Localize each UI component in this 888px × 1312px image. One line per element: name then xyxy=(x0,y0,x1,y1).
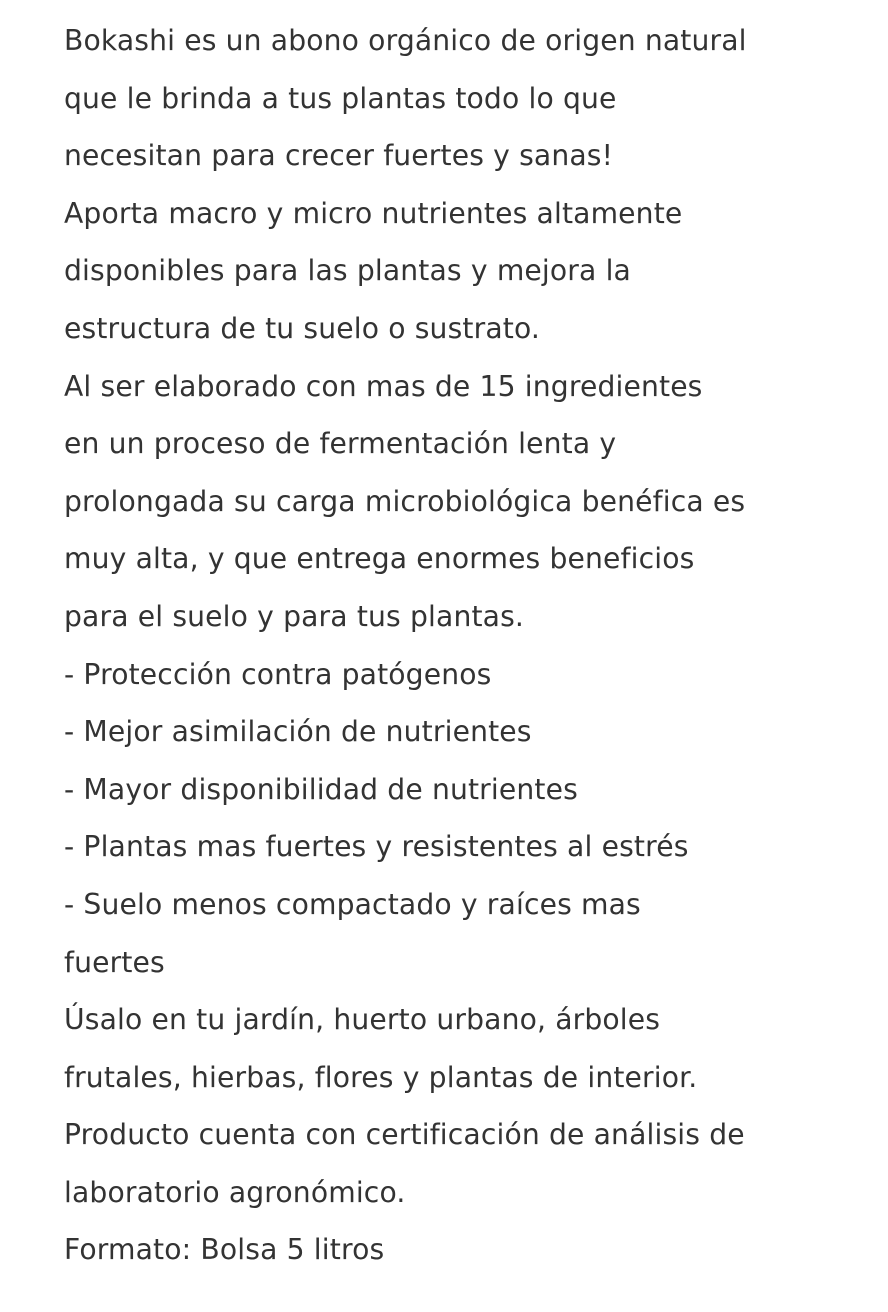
description-line: Aporta macro y micro nutrientes altamente xyxy=(64,196,683,230)
description-line: disponibles para las plantas y mejora la xyxy=(64,254,631,288)
benefit-item: - Suelo menos compactado y raíces mas xyxy=(64,887,641,921)
description-line: que le brinda a tus plantas todo lo que xyxy=(64,81,617,115)
benefit-item: fuertes xyxy=(64,945,165,979)
description-line: Bokashi es un abono orgánico de origen natural xyxy=(64,24,747,57)
benefit-item: - Plantas mas fuertes y resistentes al estrés xyxy=(64,830,689,864)
certification-line: Producto cuenta con certificación de análisis de xyxy=(64,1118,745,1152)
product-description xyxy=(64,12,824,1279)
description-line: prolongada su carga microbiológica benéfica es xyxy=(64,484,746,518)
usage-line: frutales, hierbas, flores y plantas de interior. xyxy=(64,1060,698,1094)
certification-line: laboratorio agronómico. xyxy=(64,1175,406,1209)
benefit-item: - Protección contra patógenos xyxy=(64,657,492,691)
benefit-item: - Mejor asimilación de nutrientes xyxy=(64,715,532,749)
description-line: para el suelo y para tus plantas. xyxy=(64,599,525,633)
description-line: en un proceso de fermentación lenta y xyxy=(64,427,617,461)
description-line: Al ser elaborado con mas de 15 ingredientes xyxy=(64,369,703,403)
description-line: estructura de tu suelo o sustrato. xyxy=(64,311,540,345)
description-line: necesitan para crecer fuertes y sanas! xyxy=(64,139,614,173)
description-line: muy alta, y que entrega enormes beneficios xyxy=(64,542,695,576)
format-line: Formato: Bolsa 5 litros xyxy=(64,1233,385,1267)
benefit-item: - Mayor disponibilidad de nutrientes xyxy=(64,772,578,806)
usage-line: Úsalo en tu jardín, huerto urbano, árboles xyxy=(64,1003,661,1037)
